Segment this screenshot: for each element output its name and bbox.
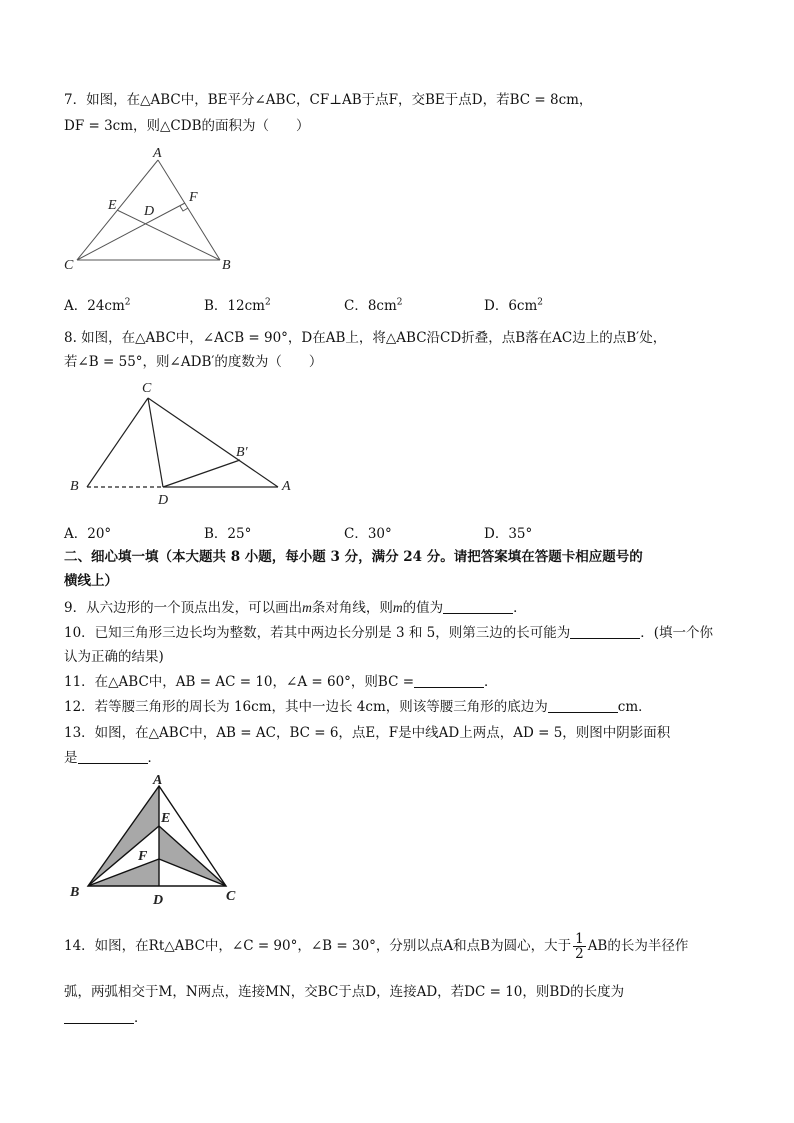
q13-line1: 13．如图，在△ABC中，AB = AC，BC = 6，点E，F是中线AD上两点，AD = 5，则图中阴影面积 — [64, 725, 671, 741]
q8-label-d: D — [158, 493, 169, 508]
q8-label-b-prime: B′ — [236, 445, 248, 460]
q7-label-b: B — [222, 258, 231, 273]
q12-answer-blank — [548, 698, 618, 713]
q13-answer-blank — [78, 749, 148, 764]
q13-label-f: F — [138, 849, 148, 864]
q7-option-b: B．$12cm^2$ — [204, 297, 271, 314]
q10-line2: 认为正确的结果) — [64, 649, 164, 665]
q7-label-d: D — [144, 204, 155, 219]
q8-figure — [60, 378, 300, 508]
q14-line1: 14．如图，在Rt△ABC中，∠C = 90°，∠B = 30°，分别以点A和点B为圆心，大于 $\frac{1}{2}$ AB的长为半径作 — [64, 931, 689, 962]
q8-side-ca — [148, 398, 278, 487]
q13-figure — [60, 772, 260, 907]
section2-heading-line1: 二、细心填一填（本大题共 8 小题，每小题 3 分，满分 24 分。请把答案填在答题卡相应题号的 — [64, 549, 643, 565]
q8-line2: 若∠B = 55°，则∠ADB′的度数为（ ） — [64, 354, 323, 370]
q12-line: 12．若等腰三角形的周长为 16cm，其中一边长 4cm，则该等腰三角形的底边为 cm． — [64, 699, 652, 715]
q7-label-a: A — [153, 146, 162, 161]
q11-answer-blank — [414, 673, 484, 688]
q7-label-f: F — [189, 190, 198, 205]
q13-label-a: A — [153, 773, 163, 788]
q13-label-b: B — [70, 885, 80, 900]
q13-label-d: D — [153, 893, 164, 907]
q13-line2: 是 ． — [64, 750, 161, 766]
q8-label-b: B — [70, 479, 79, 494]
q7-label-e: E — [108, 198, 117, 213]
q14-line3: ． — [64, 1008, 148, 1028]
q13-label-e: E — [161, 811, 171, 826]
q14-fraction: $\frac{1}{2}$ — [575, 931, 584, 962]
q8-option-a: A．20° — [64, 526, 112, 542]
q8-option-d: D．35° — [484, 526, 533, 542]
q11-line: 11．在△ABC中，AB = AC = 10，∠A = 60°，则BC = ． — [64, 674, 498, 690]
q7-segment-cf — [77, 203, 185, 260]
q14-line2: 弧，两弧相交于M，N两点，连接MN，交BC于点D，连接AD，若DC = 10，则BD的长度为 — [64, 984, 625, 1000]
q8-line1: 8. 如图，在△ABC中，∠ACB = 90°，D在AB上，将△ABC沿CD折叠，点B落在AC边上的点B′处， — [64, 330, 667, 346]
q8-side-cb — [87, 398, 148, 487]
q7-line1: 7．如图，在△ABC中，BE平分∠ABC，CF⊥AB于点F，交BE于点D，若BC = 8cm， — [64, 92, 593, 108]
q8-label-c: C — [142, 381, 152, 396]
q8-segment-cd — [148, 398, 163, 487]
q9-answer-blank — [443, 599, 513, 614]
q8-label-a: A — [282, 479, 291, 494]
q7-option-c: C．$8cm^2$ — [344, 297, 403, 314]
q10-answer-blank — [570, 624, 640, 639]
q7-line2: DF = 3cm，则△CDB的面积为（ ） — [64, 118, 310, 134]
q7-option-a: A．$24cm^2$ — [64, 297, 131, 314]
q7-label-c: C — [64, 258, 74, 273]
q13-label-c: C — [226, 889, 236, 904]
q8-option-b: B．25° — [204, 526, 252, 542]
section2-heading-line2: 横线上） — [64, 573, 118, 589]
q14-answer-blank — [64, 1009, 134, 1024]
q8-option-c: C．30° — [344, 526, 392, 542]
q7-option-d: D．$6cm^2$ — [484, 297, 544, 314]
q7-figure — [60, 145, 250, 275]
q10-line1: 10．已知三角形三边长均为整数，若其中两边长分别是 3 和 5，则第三边的长可能为 ．(填一个你 — [64, 625, 714, 641]
q8-segment-db-prime — [163, 460, 240, 487]
q9-line: 9．从六边形的一个顶点出发，可以画出m条对角线，则m的值为 ． — [64, 600, 527, 616]
